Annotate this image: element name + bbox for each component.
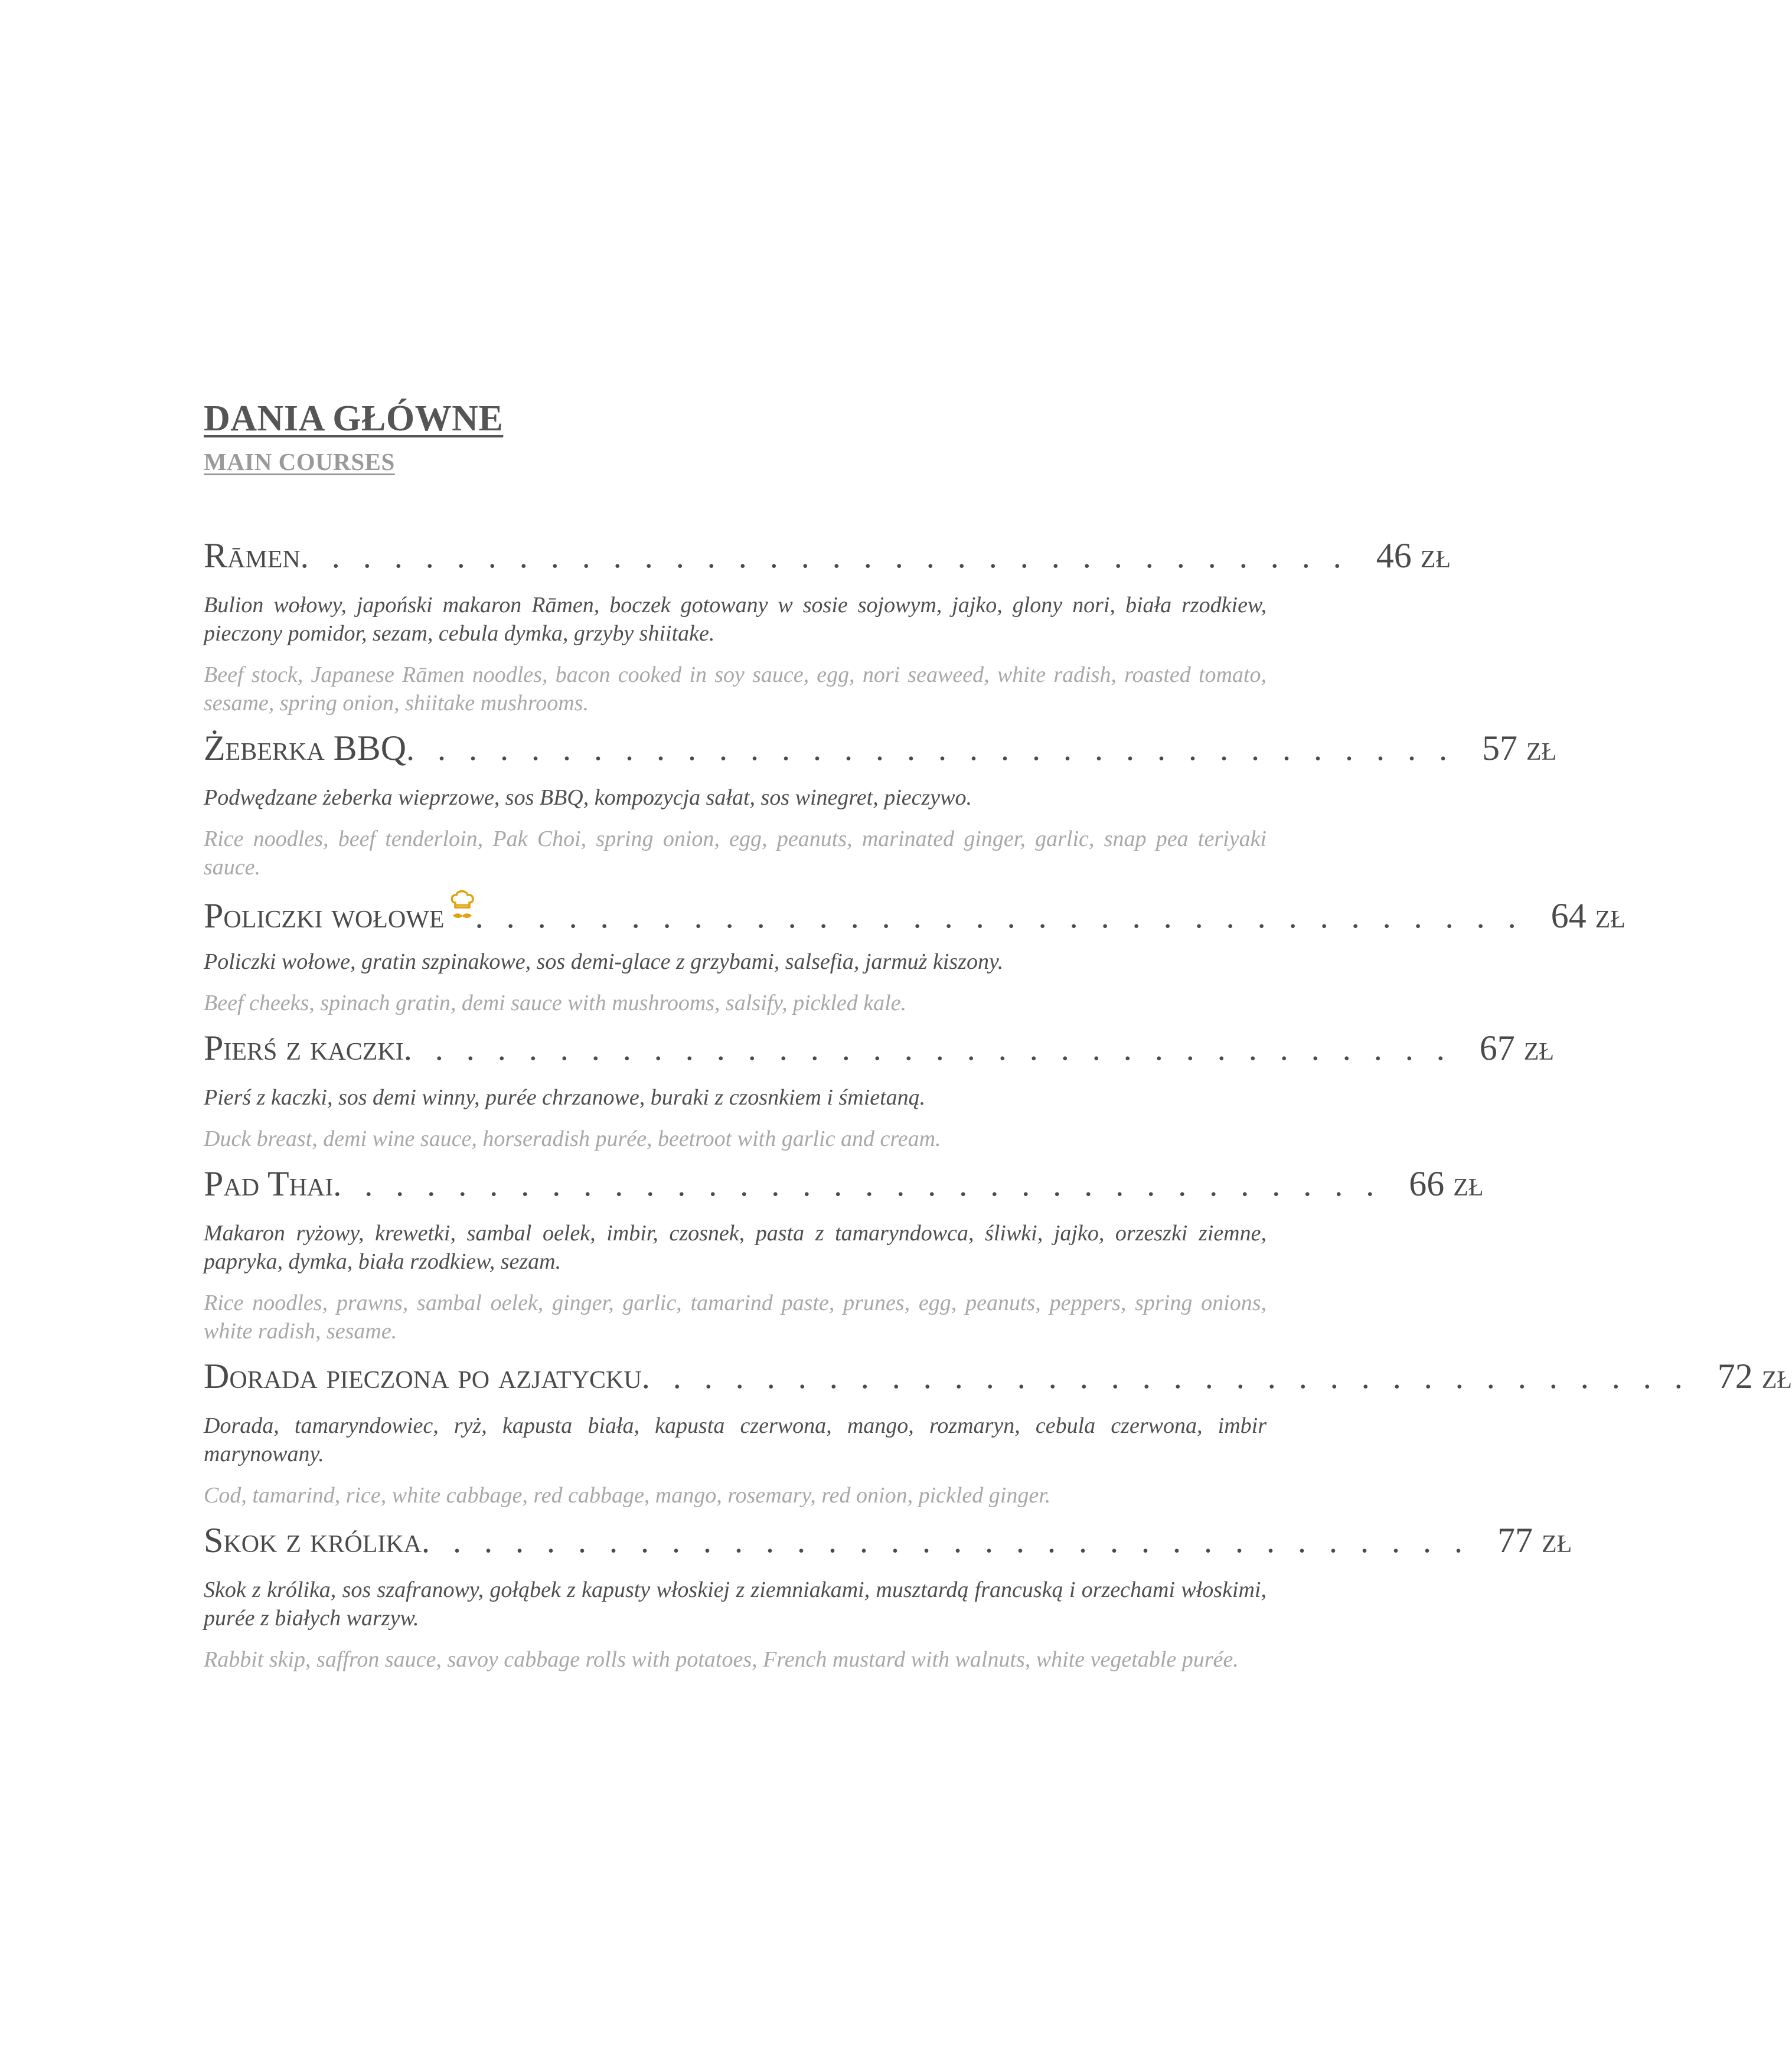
menu-item-policzki-wolowe <box>204 894 1625 1017</box>
page-title: DANIA GŁÓWNE <box>204 398 504 439</box>
item-price: 57 zł <box>1482 729 1557 767</box>
menu-item-title-row <box>204 894 1625 940</box>
dot-leader: .................................. <box>300 538 1365 575</box>
item-description-en: Duck breast, demi wine sauce, horseradish purée, beetroot with garlic and cream. <box>204 1126 941 1151</box>
item-description-en: Rice noodles, beef tenderloin, Pak Choi, spring onion, egg, peanuts, marinated ginger, garlic, snap pea teriyaki sauce. <box>204 827 1267 880</box>
menu-item-dorada <box>204 1357 1792 1510</box>
item-name: Skok z królika <box>204 1521 422 1560</box>
menu-item-title-row <box>204 536 1451 584</box>
item-description-pl: Dorada, tamaryndowiec, ryż, kapusta biała, kapusta czerwona, mango, rozmaryn, cebula czerwona, imbir marynowany. <box>204 1413 1267 1466</box>
item-name: Pad Thai <box>204 1164 334 1203</box>
menu-item-ramen <box>204 536 1451 717</box>
item-description-en: Beef stock, Japanese Rāmen noodles, bacon cooked in soy sauce, egg, nori seaweed, white radish, roasted tomato, sesame, spring onion, shiitake mushrooms. <box>204 662 1267 716</box>
item-name: Żeberka BBQ <box>204 729 407 767</box>
item-description-pl: Skok z królika, sos szafranowy, gołąbek z kapusty włoskiej z ziemniakami, musztardą francuską i orzechami włoskimi, purée z białych warzyw. <box>204 1577 1267 1631</box>
item-price: 67 zł <box>1479 1028 1554 1067</box>
item-name: Pierś z kaczki <box>204 1028 404 1067</box>
item-price: 72 zł <box>1717 1357 1792 1396</box>
dot-leader: .................................. <box>475 899 1539 935</box>
item-description-pl: Makaron ryżowy, krewetki, sambal oelek, imbir, czosnek, pasta z tamaryndowca, śliwki, jajko, orzeszki ziemne, papryka, dymka, biała rzodkiew, sezam. <box>204 1221 1267 1274</box>
item-name: Rāmen <box>204 536 301 575</box>
chef-hat-icon <box>449 890 475 925</box>
menu-page <box>204 398 1792 1687</box>
menu-item-pad-thai <box>204 1164 1484 1345</box>
dot-leader: .................................. <box>333 1167 1398 1203</box>
menu-item-title-row <box>204 1521 1572 1569</box>
menu-items <box>204 536 1792 1674</box>
item-description-pl: Policzki wołowe, gratin szpinakowe, sos demi-glace z grzybami, salsefia, jarmuż kiszony. <box>204 949 1004 974</box>
menu-item-title-row <box>204 729 1557 776</box>
dot-leader: .................................. <box>406 731 1471 767</box>
item-description-en: Cod, tamarind, rice, white cabbage, red cabbage, mango, rosemary, red onion, pickled ginger. <box>204 1483 1051 1508</box>
page-subtitle: MAIN COURSES <box>204 448 395 475</box>
item-description-pl: Bulion wołowy, japoński makaron Rāmen, boczek gotowany w sosie sojowym, jajko, glony nori, biała rzodkiew, pieczony pomidor, sezam, cebula dymka, grzyby shiitake. <box>204 593 1267 646</box>
menu-item-zeberka-bbq <box>204 729 1557 881</box>
item-description-en: Rice noodles, prawns, sambal oelek, ginger, garlic, tamarind paste, prunes, egg, peanuts, peppers, spring onions, white radish, sesame. <box>204 1291 1267 1344</box>
menu-item-skok-z-krolika <box>204 1521 1572 1674</box>
item-price: 46 zł <box>1376 536 1451 575</box>
menu-item-title-row <box>204 1357 1792 1404</box>
dot-leader: .................................. <box>422 1523 1486 1560</box>
item-description-pl: Podwędzane żeberka wieprzowe, sos BBQ, kompozycja sałat, sos winegret, pieczywo. <box>204 785 972 810</box>
item-price: 64 zł <box>1551 896 1625 935</box>
menu-item-title-row <box>204 1164 1484 1212</box>
item-description-en: Beef cheeks, spinach gratin, demi sauce with mushrooms, salsify, pickled kale. <box>204 991 907 1015</box>
item-description-en: Rabbit skip, saffron sauce, savoy cabbage rolls with potatoes, French mustard with walnuts, white vegetable purée. <box>204 1647 1239 1672</box>
item-price: 66 zł <box>1409 1164 1484 1203</box>
menu-item-piers-z-kaczki <box>204 1028 1554 1153</box>
item-name <box>204 894 475 933</box>
item-name-text: Policzki wołowe <box>204 896 445 935</box>
item-description-pl: Pierś z kaczki, sos demi winny, purée chrzanowe, buraki z czosnkiem i śmietaną. <box>204 1085 926 1110</box>
dot-leader: .................................. <box>403 1031 1468 1067</box>
menu-item-title-row <box>204 1028 1554 1076</box>
item-name: Dorada pieczona po azjatycku <box>204 1357 642 1396</box>
item-price: 77 zł <box>1497 1521 1572 1560</box>
dot-leader: .................................. <box>641 1359 1706 1396</box>
